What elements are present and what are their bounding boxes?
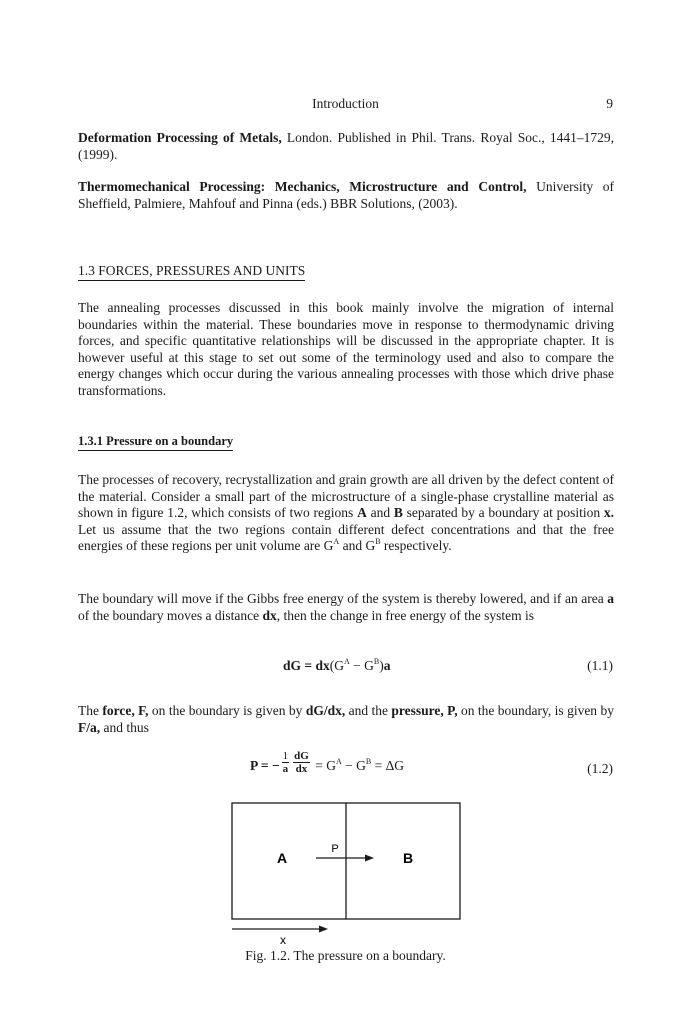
page-number: 9 — [606, 96, 613, 111]
paragraph-free-energy-change: The boundary will move if the Gibbs free energy of the system is thereby lowered, and if an area a of the boundary moves a distance dx, then the change in free energy of the system is — [78, 591, 614, 623]
subsection-heading: 1.3.1 Pressure on a boundary — [78, 434, 233, 451]
reference-title: Thermomechanical Processing: Mechanics, Microstructure and Control, — [78, 179, 527, 194]
position-arrow-head — [319, 926, 328, 933]
reference-details: University of Sheffield, Palmiere, Mahfouf and Pinna (eds.) BBR Solutions, (2003). — [78, 179, 614, 211]
region-b-label: B — [402, 850, 414, 866]
section-heading: 1.3 FORCES, PRESSURES AND UNITS — [78, 263, 305, 281]
intro-paragraph: The annealing processes discussed in this book mainly involve the migration of internal boundaries within the material. These boundaries move in response to thermodynamic driving forces, and specific quantitative relationships will be discussed in the appropriate chapter. It is however useful at this stage to set out some of the terminology used and also to compare the energy changes which occur during the various annealing processes with those which drive phase transformations. — [78, 300, 614, 398]
equation-1-2: P = − $\frac{1}{a}$ dG dx = $G^A - G^B = \Delta G$ (1.2) — [250, 749, 613, 776]
figure-caption: Fig. 1.2. The pressure on a boundary. — [245, 948, 446, 963]
pressure-arrow-head — [365, 855, 374, 862]
equation-number: (1.1) — [587, 658, 613, 673]
equation-1-1: dG = $dx(G^A - G^B)a$ (1.1) — [283, 657, 613, 673]
paragraph-pressure-definition: The processes of recovery, recrystallization and grain growth are all driven by the defect content of the material. Consider a small part of the microstructure of a single-phase crystalline material as shown in figure 1.2, which consists of two regions A and B separated by a boundary at position x. Let us assume that the two regions contain different defect concentrations and that the free energies of these regions per unit volume are $G^A$ and $G^B$ respectively. — [78, 472, 614, 553]
region-a-label: A — [276, 850, 288, 866]
pressure-arrow-label: P — [331, 843, 339, 855]
reference-details: London. Published in Phil. Trans. Royal Soc., 1441–1729, (1999). — [78, 130, 615, 162]
paragraph-force-pressure: The force, F, on the boundary is given by dG/dx, and the pressure, P, on the boundary, is given by F/a, and thus — [78, 703, 614, 735]
reference-title: Deformation Processing of Metals, — [78, 130, 282, 145]
position-axis-label: x — [280, 933, 286, 947]
equation-number: (1.2) — [587, 761, 613, 776]
running-header-title: Introduction — [312, 96, 379, 111]
